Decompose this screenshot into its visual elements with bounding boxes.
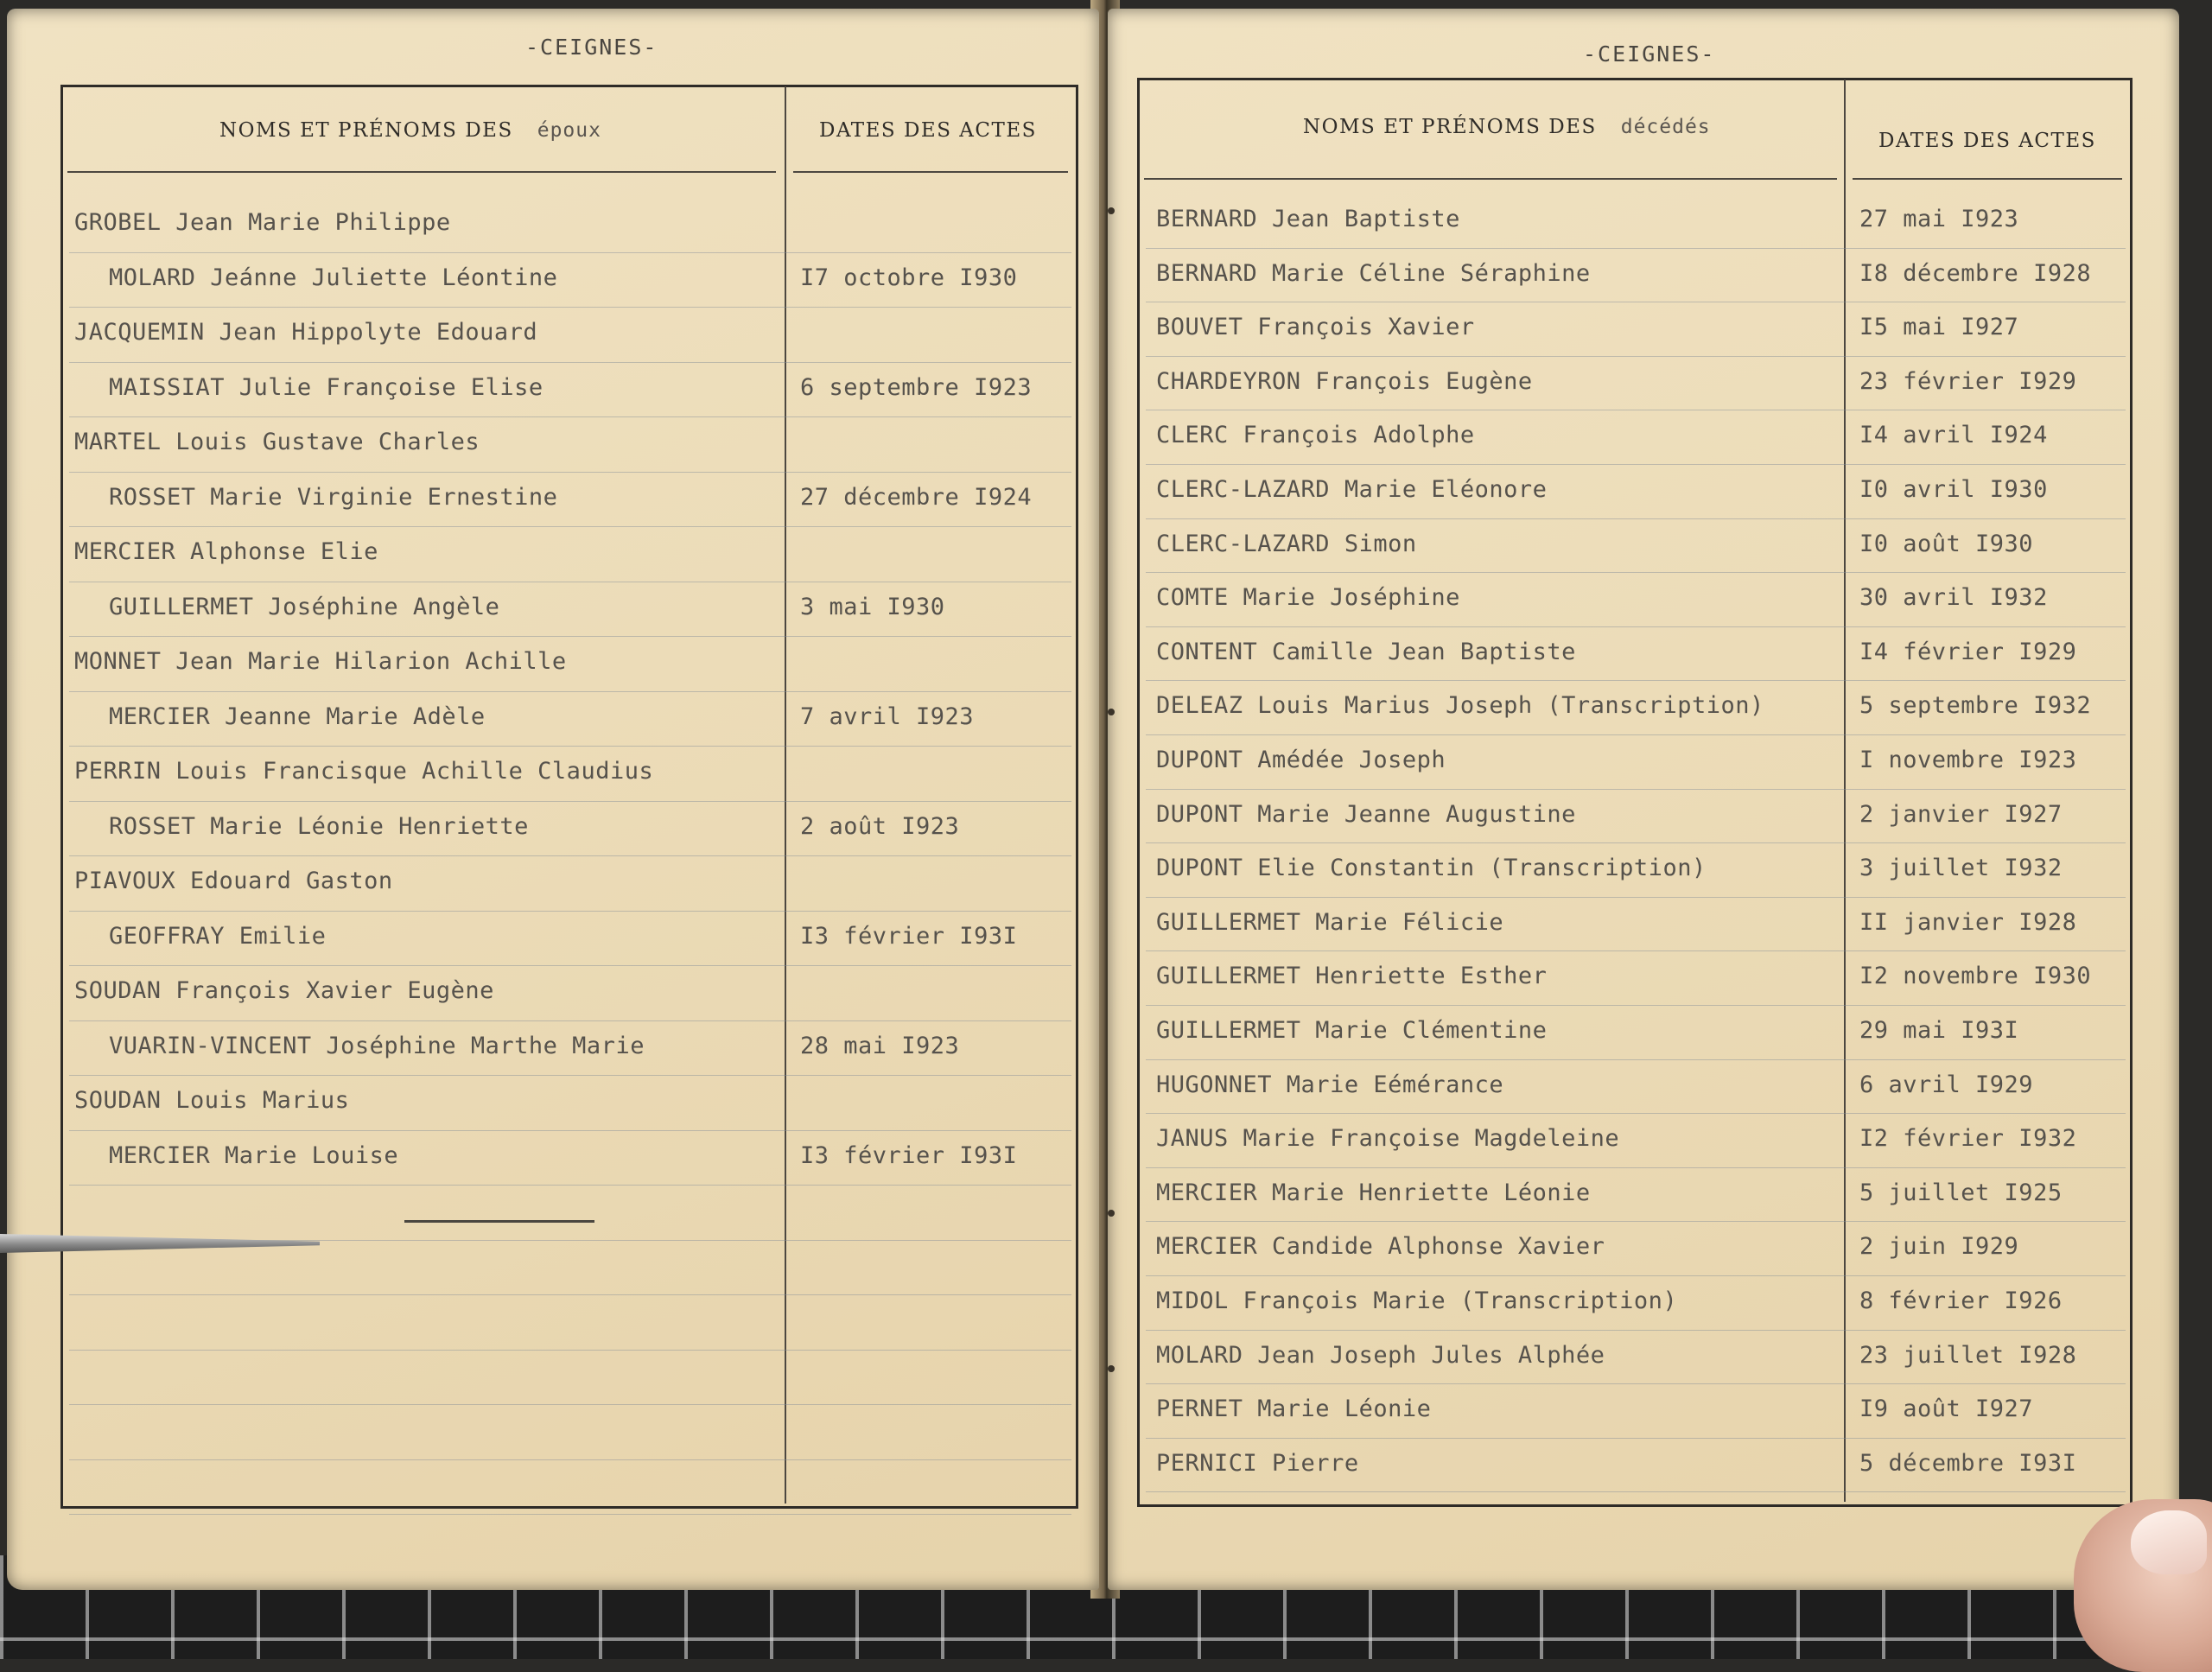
- entry-name: SOUDAN François Xavier Eugène: [74, 977, 494, 1004]
- entry-date: I0 août I930: [1859, 530, 2034, 557]
- entry-date: 2 juin I929: [1859, 1233, 2019, 1261]
- entry-name: CLERC-LAZARD Marie Eléonore: [1156, 476, 1548, 503]
- left-end-of-list-mark: [404, 1220, 594, 1223]
- entry-date: 28 mai I923: [800, 1032, 960, 1059]
- entry-date: I2 février I932: [1859, 1125, 2077, 1153]
- entry-date: 3 juillet I932: [1859, 855, 2063, 882]
- entry-name: VUARIN-VINCENT Joséphine Marthe Marie: [109, 1032, 645, 1059]
- entry-name: MARTEL Louis Gustave Charles: [74, 429, 480, 455]
- entry-date: I8 décembre I928: [1859, 259, 2092, 287]
- entry-name: MIDOL François Marie (Transcription): [1156, 1287, 1678, 1314]
- entry-name: CONTENT Camille Jean Baptiste: [1156, 638, 1576, 665]
- empty-ledger-row: [69, 1404, 1071, 1460]
- entry-date: 3 mai I930: [800, 593, 945, 620]
- entry-name: MERCIER Jeanne Marie Adèle: [109, 702, 486, 730]
- entry-date: I7 octobre I930: [800, 264, 1018, 291]
- entry-name: MAISSIAT Julie Françoise Elise: [109, 373, 543, 401]
- entry-date: I novembre I923: [1859, 747, 2077, 773]
- entry-name: DUPONT Elie Constantin (Transcription): [1156, 855, 1707, 882]
- entry-name: MOLARD Jean Joseph Jules Alphée: [1156, 1341, 1605, 1369]
- entry-name: JANUS Marie Françoise Magdeleine: [1156, 1125, 1620, 1153]
- entry-name: DELEAZ Louis Marius Joseph (Transcription): [1156, 692, 1764, 720]
- entry-date: 27 mai I923: [1859, 206, 2019, 232]
- entry-date: I4 avril I924: [1859, 422, 2048, 449]
- entry-date: 23 juillet I928: [1859, 1341, 2077, 1369]
- empty-ledger-row: [69, 1240, 1071, 1296]
- right-header-rule-dates: [1853, 178, 2122, 180]
- empty-ledger-row: [69, 1294, 1071, 1351]
- right-page-heading: -CEIGNES-: [1583, 41, 1716, 67]
- entry-name: PERRIN Louis Francisque Achille Claudius: [74, 758, 654, 785]
- entry-name: CHARDEYRON François Eugène: [1156, 367, 1533, 395]
- entry-date: 29 mai I93I: [1859, 1017, 2019, 1044]
- entry-date: I5 mai I927: [1859, 314, 2019, 341]
- entry-date: I4 février I929: [1859, 638, 2077, 665]
- thumbnail-nail: [2131, 1510, 2207, 1574]
- entry-name: PERNET Marie Léonie: [1156, 1395, 1432, 1423]
- entry-name: PIAVOUX Edouard Gaston: [74, 868, 393, 894]
- binding-stitch: [1108, 1210, 1115, 1217]
- entry-name: BOUVET François Xavier: [1156, 314, 1475, 341]
- entry-name: COMTE Marie Joséphine: [1156, 584, 1460, 612]
- entry-name: PERNICI Pierre: [1156, 1449, 1359, 1477]
- entry-date: 5 juillet I925: [1859, 1179, 2063, 1206]
- entry-date: 2 janvier I927: [1859, 800, 2063, 828]
- left-names-column-header: [219, 119, 601, 142]
- entry-date: 2 août I923: [800, 812, 960, 840]
- entry-name: GEOFFRAY Emilie: [109, 922, 327, 950]
- entry-name: ROSSET Marie Virginie Ernestine: [109, 483, 558, 511]
- entry-name: ROSSET Marie Léonie Henriette: [109, 812, 529, 840]
- right-names-column-header: [1303, 116, 1711, 138]
- left-page: [7, 9, 1099, 1590]
- entry-name: MOLARD Jeánne Juliette Léontine: [109, 264, 558, 291]
- entry-date: I0 avril I930: [1859, 476, 2048, 503]
- right-page: [1108, 9, 2179, 1590]
- entry-name: JACQUEMIN Jean Hippolyte Edouard: [74, 319, 538, 346]
- left-header-rule-dates: [793, 171, 1068, 173]
- right-names-column-label: NOMS ET PRÉNOMS DES: [1303, 116, 1597, 138]
- entry-date: 8 février I926: [1859, 1287, 2063, 1314]
- binding-stitch: [1108, 709, 1115, 715]
- entry-name: HUGONNET Marie Eémérance: [1156, 1071, 1504, 1098]
- entry-name: CLERC François Adolphe: [1156, 422, 1475, 449]
- entry-name: MERCIER Marie Henriette Léonie: [1156, 1179, 1591, 1206]
- entry-date: 6 avril I929: [1859, 1071, 2034, 1098]
- entry-date: 7 avril I923: [800, 702, 975, 730]
- entry-date: I3 février I93I: [800, 1141, 1018, 1169]
- entry-date: 6 septembre I923: [800, 373, 1033, 401]
- right-dates-column-header: DATES DES ACTES: [1878, 130, 2096, 152]
- entry-name: SOUDAN Louis Marius: [74, 1087, 350, 1114]
- entry-date: 5 décembre I93I: [1859, 1449, 2077, 1477]
- entry-name: MERCIER Marie Louise: [109, 1141, 399, 1169]
- left-page-heading: -CEIGNES-: [525, 35, 658, 60]
- entry-date: I2 novembre I930: [1859, 963, 2092, 990]
- entry-date: 27 décembre I924: [800, 483, 1033, 511]
- entry-name: DUPONT Amédée Joseph: [1156, 747, 1446, 773]
- entry-date: 23 février I929: [1859, 367, 2077, 395]
- entry-name: GUILLERMET Marie Félicie: [1156, 908, 1504, 936]
- entry-date: 5 septembre I932: [1859, 692, 2092, 720]
- binding-stitch: [1108, 207, 1115, 214]
- entry-date: I9 août I927: [1859, 1395, 2034, 1423]
- empty-ledger-row: [69, 1350, 1071, 1406]
- entry-name: MERCIER Alphonse Elie: [74, 538, 378, 565]
- entry-date: 30 avril I932: [1859, 584, 2048, 612]
- entry-name: GUILLERMET Henriette Esther: [1156, 963, 1548, 990]
- entry-name: MONNET Jean Marie Hilarion Achille: [74, 648, 567, 675]
- entry-date: II janvier I928: [1859, 908, 2077, 936]
- right-header-rule-names: [1144, 178, 1837, 180]
- empty-ledger-row: [69, 1459, 1071, 1516]
- entry-name: BERNARD Marie Céline Séraphine: [1156, 259, 1591, 287]
- entry-name: BERNARD Jean Baptiste: [1156, 206, 1460, 232]
- entry-name: DUPONT Marie Jeanne Augustine: [1156, 800, 1576, 828]
- entry-name: MERCIER Candide Alphonse Xavier: [1156, 1233, 1605, 1261]
- entry-name: GUILLERMET Marie Clémentine: [1156, 1017, 1548, 1044]
- entry-name: CLERC-LAZARD Simon: [1156, 530, 1417, 557]
- left-names-column-typed: époux: [537, 119, 601, 142]
- binding-stitch: [1108, 1365, 1115, 1372]
- entry-name: GROBEL Jean Marie Philippe: [74, 209, 451, 236]
- right-names-column-typed: décédés: [1620, 116, 1711, 138]
- left-dates-column-header: DATES DES ACTES: [819, 119, 1037, 142]
- left-header-rule-names: [67, 171, 776, 173]
- left-names-column-label: NOMS ET PRÉNOMS DES: [219, 119, 513, 142]
- entry-name: GUILLERMET Joséphine Angèle: [109, 593, 500, 620]
- entry-date: I3 février I93I: [800, 922, 1018, 950]
- empty-ledger-row: [69, 1185, 1071, 1241]
